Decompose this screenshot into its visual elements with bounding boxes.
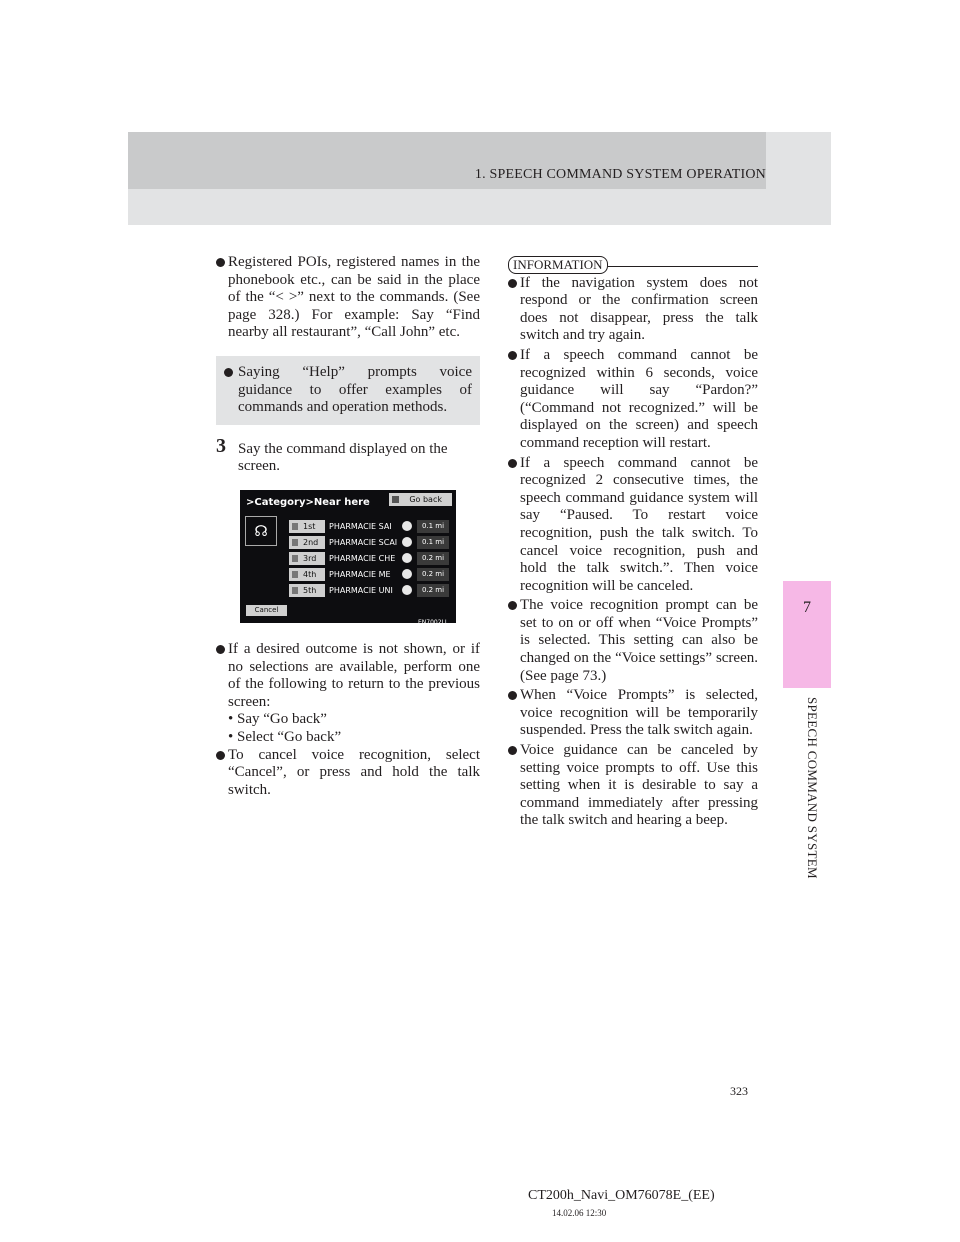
bullet-icon (508, 601, 517, 610)
rank-button[interactable]: 4th (289, 568, 325, 581)
section-title: 1. SPEECH COMMAND SYSTEM OPERATION (474, 167, 766, 182)
info-icon (402, 553, 412, 563)
bullet-icon (216, 751, 225, 760)
screen-illustration (240, 490, 456, 623)
bullet-icon (216, 645, 225, 654)
information-column (508, 256, 758, 830)
page-number: 323 (730, 1084, 748, 1098)
help-note-box (216, 356, 480, 425)
cancel-button[interactable]: Cancel (246, 605, 287, 616)
step-text: Say the command displayed on the screen. (238, 440, 448, 475)
info-item: If a speech command cannot be recognized 2 consecutive times, the speech command guidance system will say “Paused. To restart voice recognition, push the talk switch. To cancel voice recognition, push and hold the talk switch.”. Then voice recognition will be canceled. (508, 455, 758, 596)
result-row[interactable] (289, 552, 452, 565)
bullet-icon (216, 258, 225, 267)
sub-item-say: • Say “Go back” (228, 711, 327, 728)
sub-item-select: • Select “Go back” (228, 728, 342, 745)
poi-name: PHARMACIE SCAI (329, 537, 398, 547)
bullet-go-back: If a desired outcome is not shown, or if no selections are available, perform one of the following to return to the previous screen: (216, 641, 480, 711)
result-row[interactable] (289, 520, 452, 533)
screen-breadcrumb: >Category>Near here (246, 496, 370, 508)
section-header (128, 132, 766, 189)
left-column (216, 254, 480, 799)
rank-button[interactable]: 3rd (289, 552, 325, 565)
poi-distance: 0.1 mi (417, 520, 449, 533)
step-number: 3 (216, 434, 226, 457)
poi-name: PHARMACIE UNI (329, 585, 393, 595)
result-row[interactable] (289, 568, 452, 581)
info-icon (402, 569, 412, 579)
bullet-help: Saying “Help” prompts voice guidance to offer examples of commands and operation methods. (224, 364, 472, 417)
image-code: EN7002LI (418, 618, 447, 623)
chapter-title: SPEECH COMMAND SYSTEM (805, 697, 820, 879)
info-item: The voice recognition prompt can be set to on or off when “Voice Prompts” is selected. This setting can also be changed on the “Voice settings” screen. (See page 73.) (508, 597, 758, 685)
poi-distance: 0.2 mi (417, 568, 449, 581)
footer (528, 1188, 715, 1218)
info-icon (402, 537, 412, 547)
voice-icon (392, 496, 399, 503)
chapter-number: 7 (803, 599, 811, 616)
rank-button[interactable]: 2nd (289, 536, 325, 549)
info-item: When “Voice Prompts” is selected, voice recognition will be temporarily suspended. Press the talk switch again. (508, 687, 758, 740)
bullet-icon (508, 691, 517, 700)
bullet-icon (508, 279, 517, 288)
chapter-tab (783, 581, 831, 688)
poi-name: PHARMACIE CHE (329, 553, 396, 563)
info-icon (402, 585, 412, 595)
information-label: INFORMATION (508, 256, 608, 274)
bullet-cancel: To cancel voice recognition, select “Cancel”, or press and hold the talk switch. (216, 747, 480, 800)
result-row[interactable] (289, 584, 452, 597)
rank-button[interactable]: 1st (289, 520, 325, 533)
bullet-poi-names: Registered POIs, registered names in the phonebook etc., can be said in the place of the “< >” next to the commands. (See page 328.) For example: Say “Find nearby all restaurant”, “Call John” etc. (216, 254, 480, 342)
go-back-button[interactable]: Go back (389, 493, 452, 506)
poi-name: PHARMACIE ME (329, 569, 391, 579)
info-item: Voice guidance can be canceled by setting voice prompts to off. Use this setting when it is desirable to say a command immediately after pressing the talk switch and hearing a beep. (508, 742, 758, 830)
bullet-icon (508, 746, 517, 755)
bullet-icon (508, 459, 517, 468)
result-row[interactable] (289, 536, 452, 549)
document-code: CT200h_Navi_OM76078E_(EE) (528, 1188, 715, 1203)
info-icon (402, 521, 412, 531)
poi-distance: 0.1 mi (417, 536, 449, 549)
info-item: If the navigation system does not respond or the confirmation screen does not disappear, press the talk switch and try again. (508, 275, 758, 345)
info-item: If a speech command cannot be recognized within 6 seconds, voice guidance will say “Pardon?” (“Command not recognized.” will be displayed on the screen) and speech command reception will restart. (508, 347, 758, 453)
step-3 (216, 434, 480, 476)
poi-name: PHARMACIE SAI (329, 521, 392, 531)
information-rule (608, 266, 758, 267)
voice-recognition-icon: ☊ (245, 516, 277, 546)
bullet-icon (508, 351, 517, 360)
document-date: 14.02.06 12:30 (552, 1208, 607, 1218)
poi-distance: 0.2 mi (417, 552, 449, 565)
rank-button[interactable]: 5th (289, 584, 325, 597)
bullet-icon (224, 368, 233, 377)
poi-distance: 0.2 mi (417, 584, 449, 597)
